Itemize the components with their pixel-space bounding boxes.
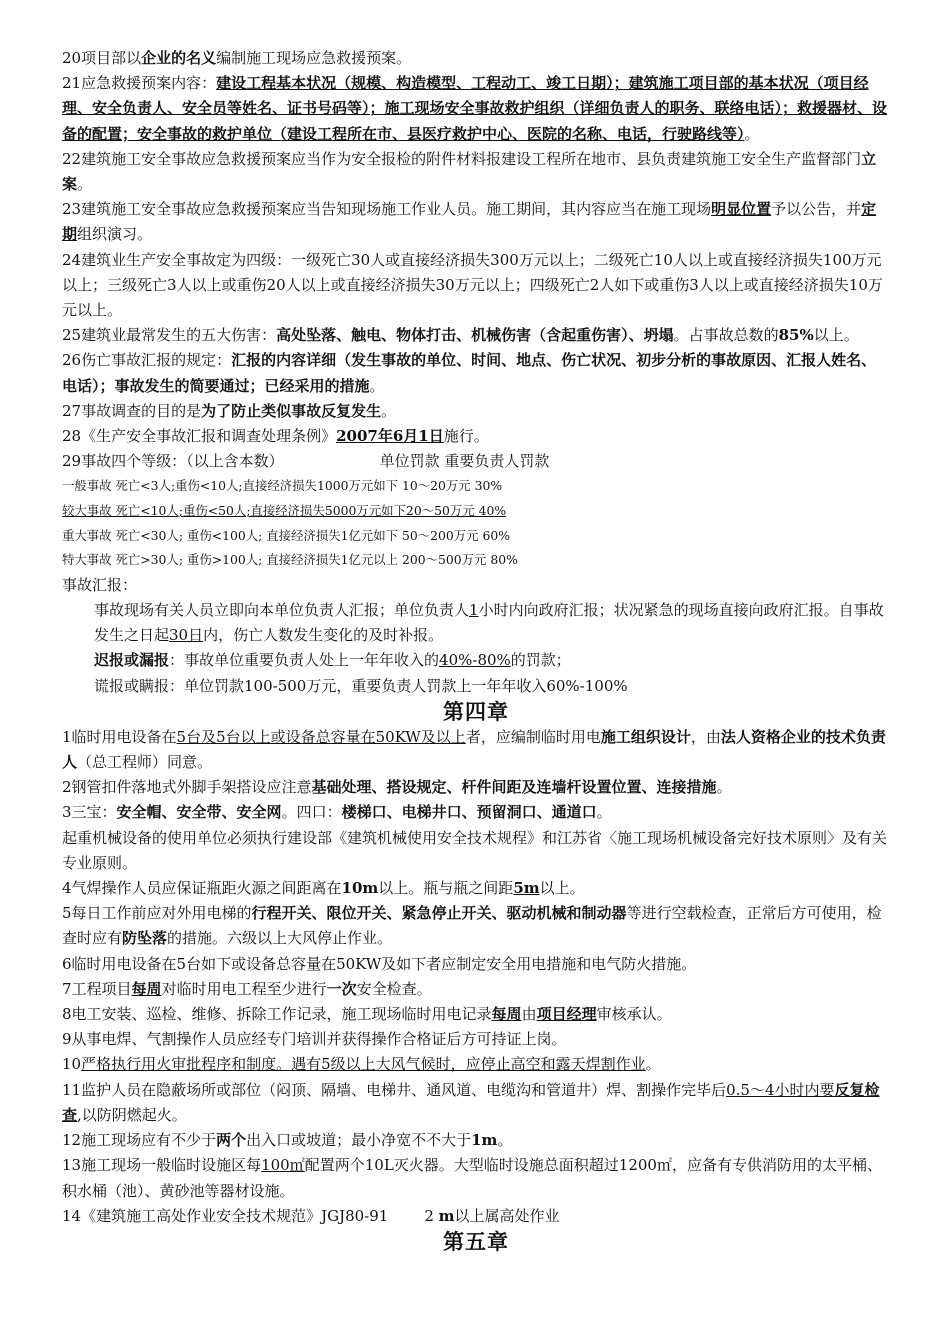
text: 28《生产安全事故汇报和调查处理条例》 <box>62 427 337 446</box>
chapter-heading: 第五章 <box>443 1228 509 1254</box>
text: ：事故单位重要负责人处上一年年收入的 <box>169 651 440 670</box>
text: 12施工现场应有不少于 <box>62 1131 217 1150</box>
ch4-item-14 <box>62 1204 890 1229</box>
emphasis: 100㎡ <box>261 1156 305 1175</box>
text: 11监护人员在隐蔽场所或部位（闷顶、隔墙、电梯井、通风道、电缆沟和管道井）焊、割操作完毕后 <box>62 1080 727 1099</box>
text: 26伤亡事故汇报的规定： <box>62 351 232 370</box>
emphasis: 迟报或漏报 <box>94 651 170 670</box>
text: 。 <box>645 1055 661 1074</box>
emphasis: 立案 <box>62 149 877 194</box>
emphasis: 两个 <box>216 1131 247 1150</box>
emphasis: 为了防止类似事故反复发生 <box>201 401 382 420</box>
text: 2 <box>424 1206 434 1225</box>
level-row <box>62 499 890 524</box>
item-23 <box>62 197 890 247</box>
text: 施行。 <box>443 427 489 446</box>
ch4-item-3 <box>62 800 890 825</box>
text: 内，伤亡人数发生变化的及时补报。 <box>203 626 444 645</box>
report-title: 事故汇报： <box>62 575 138 594</box>
emphasis: 85% <box>778 326 814 345</box>
item-25 <box>62 323 890 348</box>
emphasis: 明显位置 <box>711 200 772 219</box>
late-report <box>62 648 890 673</box>
emphasis: 2007年6月1日 <box>336 427 444 446</box>
text: 13施工现场一般临时设施区每 <box>62 1156 262 1175</box>
text: 7工程项目 <box>62 979 132 998</box>
item-21 <box>62 71 890 147</box>
text: 22建筑施工安全事故应急救援预案应当作为安全报检的附件材料报建设工程所在地市、县负责建筑施工安全生产监督部门 <box>62 149 862 168</box>
emphasis: m <box>438 1206 455 1225</box>
emphasis: 反复检查 <box>62 1080 880 1124</box>
text: 组织演习。 <box>77 225 153 244</box>
ch4-item-13 <box>62 1153 890 1203</box>
text: 。 <box>744 124 760 143</box>
emphasis: 基础处理、搭设规定、杆件间距及连墙杆设置位置、连接措施 <box>311 778 717 797</box>
emphasis: 5台及5台以上或设备总容量在50KW及以上 <box>176 727 466 746</box>
document-page <box>62 46 890 1255</box>
item-20 <box>62 46 890 71</box>
ch4-item-9: 9从事电焊、气割操作人员应经专门培训并获得操作合格证后方可持证上岗。 <box>62 1030 567 1049</box>
text: 25建筑业最常发生的五大伤害： <box>62 326 277 345</box>
emphasis: 安全帽、安全带、安全网 <box>116 803 282 822</box>
text: 3三宝： <box>62 803 117 822</box>
text: 。 <box>381 401 397 420</box>
report-body <box>62 598 890 648</box>
emphasis: 5m <box>513 879 540 898</box>
text: 的罚款； <box>510 651 571 670</box>
text: 21应急救援预案内容： <box>62 74 217 93</box>
emphasis: 建设工程基本状况（规模、构造模型、工程动工、竣工日期）；建筑施工项目部的基本状况（项目经理、安全负责人、安全员等姓名、证书号码等）；施工现场安全事故救护组织（详细负责人的职务、联络电话）；救援器材、设备的配置；安全事故的救护单位（建设工程所在市、县医疗救护中心、医院的名称、电话，行驶路线等） <box>62 74 888 143</box>
emphasis: 1 <box>469 601 479 620</box>
item-29 <box>62 449 890 474</box>
item-22 <box>62 147 890 197</box>
text: 出入口或坡道；最小净宽不不大于 <box>246 1131 472 1150</box>
text: 。占事故总数的 <box>673 326 779 345</box>
emphasis: 40%-80% <box>439 651 511 670</box>
emphasis: 每周 <box>131 979 162 998</box>
level-row: 一般事故 死亡<3人;重伤<10人;直接经济损失1000万元如下 10～20万元 30% <box>62 478 503 494</box>
text: 予以公告，并 <box>771 200 862 219</box>
item-27 <box>62 399 890 424</box>
emphasis: 法人资格企业的技术负责人 <box>62 727 886 772</box>
chapter-heading: 第四章 <box>443 698 509 724</box>
text: 4气焊操作人员应保证瓶距火源之间距离在 <box>62 879 342 898</box>
text: 小时内向政府汇报；状况紧急的现场直接向政府汇报。自事故发生之日起 <box>94 601 884 645</box>
text: 较大事故 死亡<10人;重伤<50人;直接经济损失5000万元如下20～50万元 40% <box>62 503 507 519</box>
item-26 <box>62 348 890 398</box>
text: 。 <box>596 803 612 822</box>
text: 的措施。六级以上大风停止作业。 <box>167 929 393 948</box>
ch4-item-7 <box>62 977 890 1002</box>
text: 20项目部以 <box>62 49 142 67</box>
ch4-item-4 <box>62 876 890 901</box>
text: 者，应编制临时用电 <box>465 727 601 746</box>
text: 。四口： <box>281 803 342 822</box>
ch4-item-12 <box>62 1128 890 1153</box>
emphasis: 楼梯口、电梯井口、预留洞口、通道口 <box>341 803 597 822</box>
ch4-item-11 <box>62 1078 890 1128</box>
text: 5每日工作前应对外用电梯的 <box>62 904 252 923</box>
text: 29事故四个等级：（以上含本数） <box>62 452 284 471</box>
text: 23建筑施工安全事故应急救援预案应当告知现场施工作业人员。施工期间，其内容应当在施工现场 <box>62 200 712 219</box>
ch4-item-10 <box>62 1052 890 1077</box>
text: 。 <box>369 376 385 395</box>
false-report: 谎报或瞒报：单位罚款100-500万元，重要负责人罚款上一年年收入60%-100% <box>94 676 628 695</box>
text: 对临时用电工程至少进行 <box>161 979 327 998</box>
text: 2钢管扣件落地式外脚手架搭设应注意 <box>62 778 312 797</box>
text: 以上属高处作业 <box>454 1206 560 1225</box>
penalty-header: 单位罚款 重要负责人罚款 <box>379 452 550 471</box>
text: 10 <box>62 1055 82 1074</box>
item-24: 24建筑业生产安全事故定为四级：一级死亡30人或直接经济损失300万元以上；二级死亡10人以上或直接经济损失100万元以上；三级死亡3人以上或重伤20人以上或直接经济损失30万元以上；四级死亡2人如下或重伤3人以上或直接经济损失10万元以上。 <box>62 250 883 320</box>
emphasis: 高处坠落、触电、物体打击、机械伤害（含起重伤害）、坍塌 <box>276 326 674 345</box>
emphasis: 防坠落 <box>122 929 168 948</box>
text: （总工程师）同意。 <box>77 753 213 772</box>
text: 。 <box>497 1131 513 1150</box>
text: 以上。 <box>813 326 859 345</box>
ch4-item-6: 6临时用电设备在5台如下或设备总容量在50KW及如下者应制定安全用电措施和电气防火措施。 <box>62 954 697 973</box>
ch4-item-5 <box>62 901 890 951</box>
emphasis: 行程开关、限位开关、紧急停止开关、驱动机械和制动器 <box>251 904 627 923</box>
level-row: 特大事故 死亡>30人; 重伤>100人; 直接经济损失1亿元以上 200～500万元 80% <box>62 552 518 568</box>
level-row: 重大事故 死亡<30人; 重伤<100人; 直接经济损失1亿元如下 50～200万元 60% <box>62 527 511 543</box>
emphasis: 施工组织设计 <box>600 727 691 746</box>
ch4-item-1 <box>62 725 890 775</box>
text: 以上。 <box>539 879 585 898</box>
emphasis: 1m <box>471 1131 498 1150</box>
text: ，由 <box>690 727 721 746</box>
ch4-item-8 <box>62 1002 890 1027</box>
text: 编制施工现场应急救援预案。 <box>216 49 412 67</box>
text: 事故现场有关人员立即向本单位负责人汇报；单位负责人 <box>94 601 470 620</box>
emphasis: 10m <box>341 879 379 898</box>
emphasis: 严格执行用火审批程序和制度。遇有5级以上大风气候时，应停止高空和露天焊割作业 <box>81 1055 646 1074</box>
text: 14《建筑施工高处作业安全技术规范》JGJ80-91 <box>62 1206 389 1225</box>
emphasis: 企业的名义 <box>141 49 217 67</box>
ch4-item-2 <box>62 775 890 800</box>
ch4-item-3b: 起重机械设备的使用单位必须执行建设部《建筑机械使用安全技术规程》和江苏省〈施工现场机械设备完好技术原则〉及有关专业原则。 <box>62 828 888 872</box>
text: 。 <box>716 778 732 797</box>
text: 1临时用电设备在 <box>62 727 177 746</box>
text: 等进行空载检查，正常后方可使用，检查时应有 <box>62 904 882 948</box>
emphasis: 30日 <box>169 626 204 645</box>
text: 8电工安装、巡检、维修、拆除工作记录，施工现场临时用电记录 <box>62 1005 492 1024</box>
text: 配置两个10L灭火器。大型临时设施总面积超过1200㎡，应备有专供消防用的太平桶、积水桶（池）、黄砂池等器材设施。 <box>62 1156 882 1200</box>
text: ,以防阴燃起火。 <box>77 1105 187 1124</box>
emphasis: 汇报的内容详细（发生事故的单位、时间、地点、伤亡状况、初步分析的事故原因、汇报人姓名、电话）；事故发生的简要通过；已经采用的措施 <box>62 351 877 395</box>
text: 以上。瓶与瓶之间距 <box>378 879 514 898</box>
item-28 <box>62 424 890 449</box>
text: 由 <box>521 1005 537 1024</box>
text: 审核承认。 <box>596 1005 672 1024</box>
emphasis: 一次 <box>326 979 357 998</box>
text: 。 <box>77 175 93 194</box>
text: 安全检查。 <box>356 979 432 998</box>
emphasis: 项目经理 <box>536 1005 597 1024</box>
text: 27事故调查的目的是 <box>62 401 202 420</box>
emphasis: 定期 <box>62 200 877 244</box>
emphasis: 0.5～4小时内要 <box>726 1080 835 1099</box>
emphasis: 每周 <box>491 1005 522 1024</box>
